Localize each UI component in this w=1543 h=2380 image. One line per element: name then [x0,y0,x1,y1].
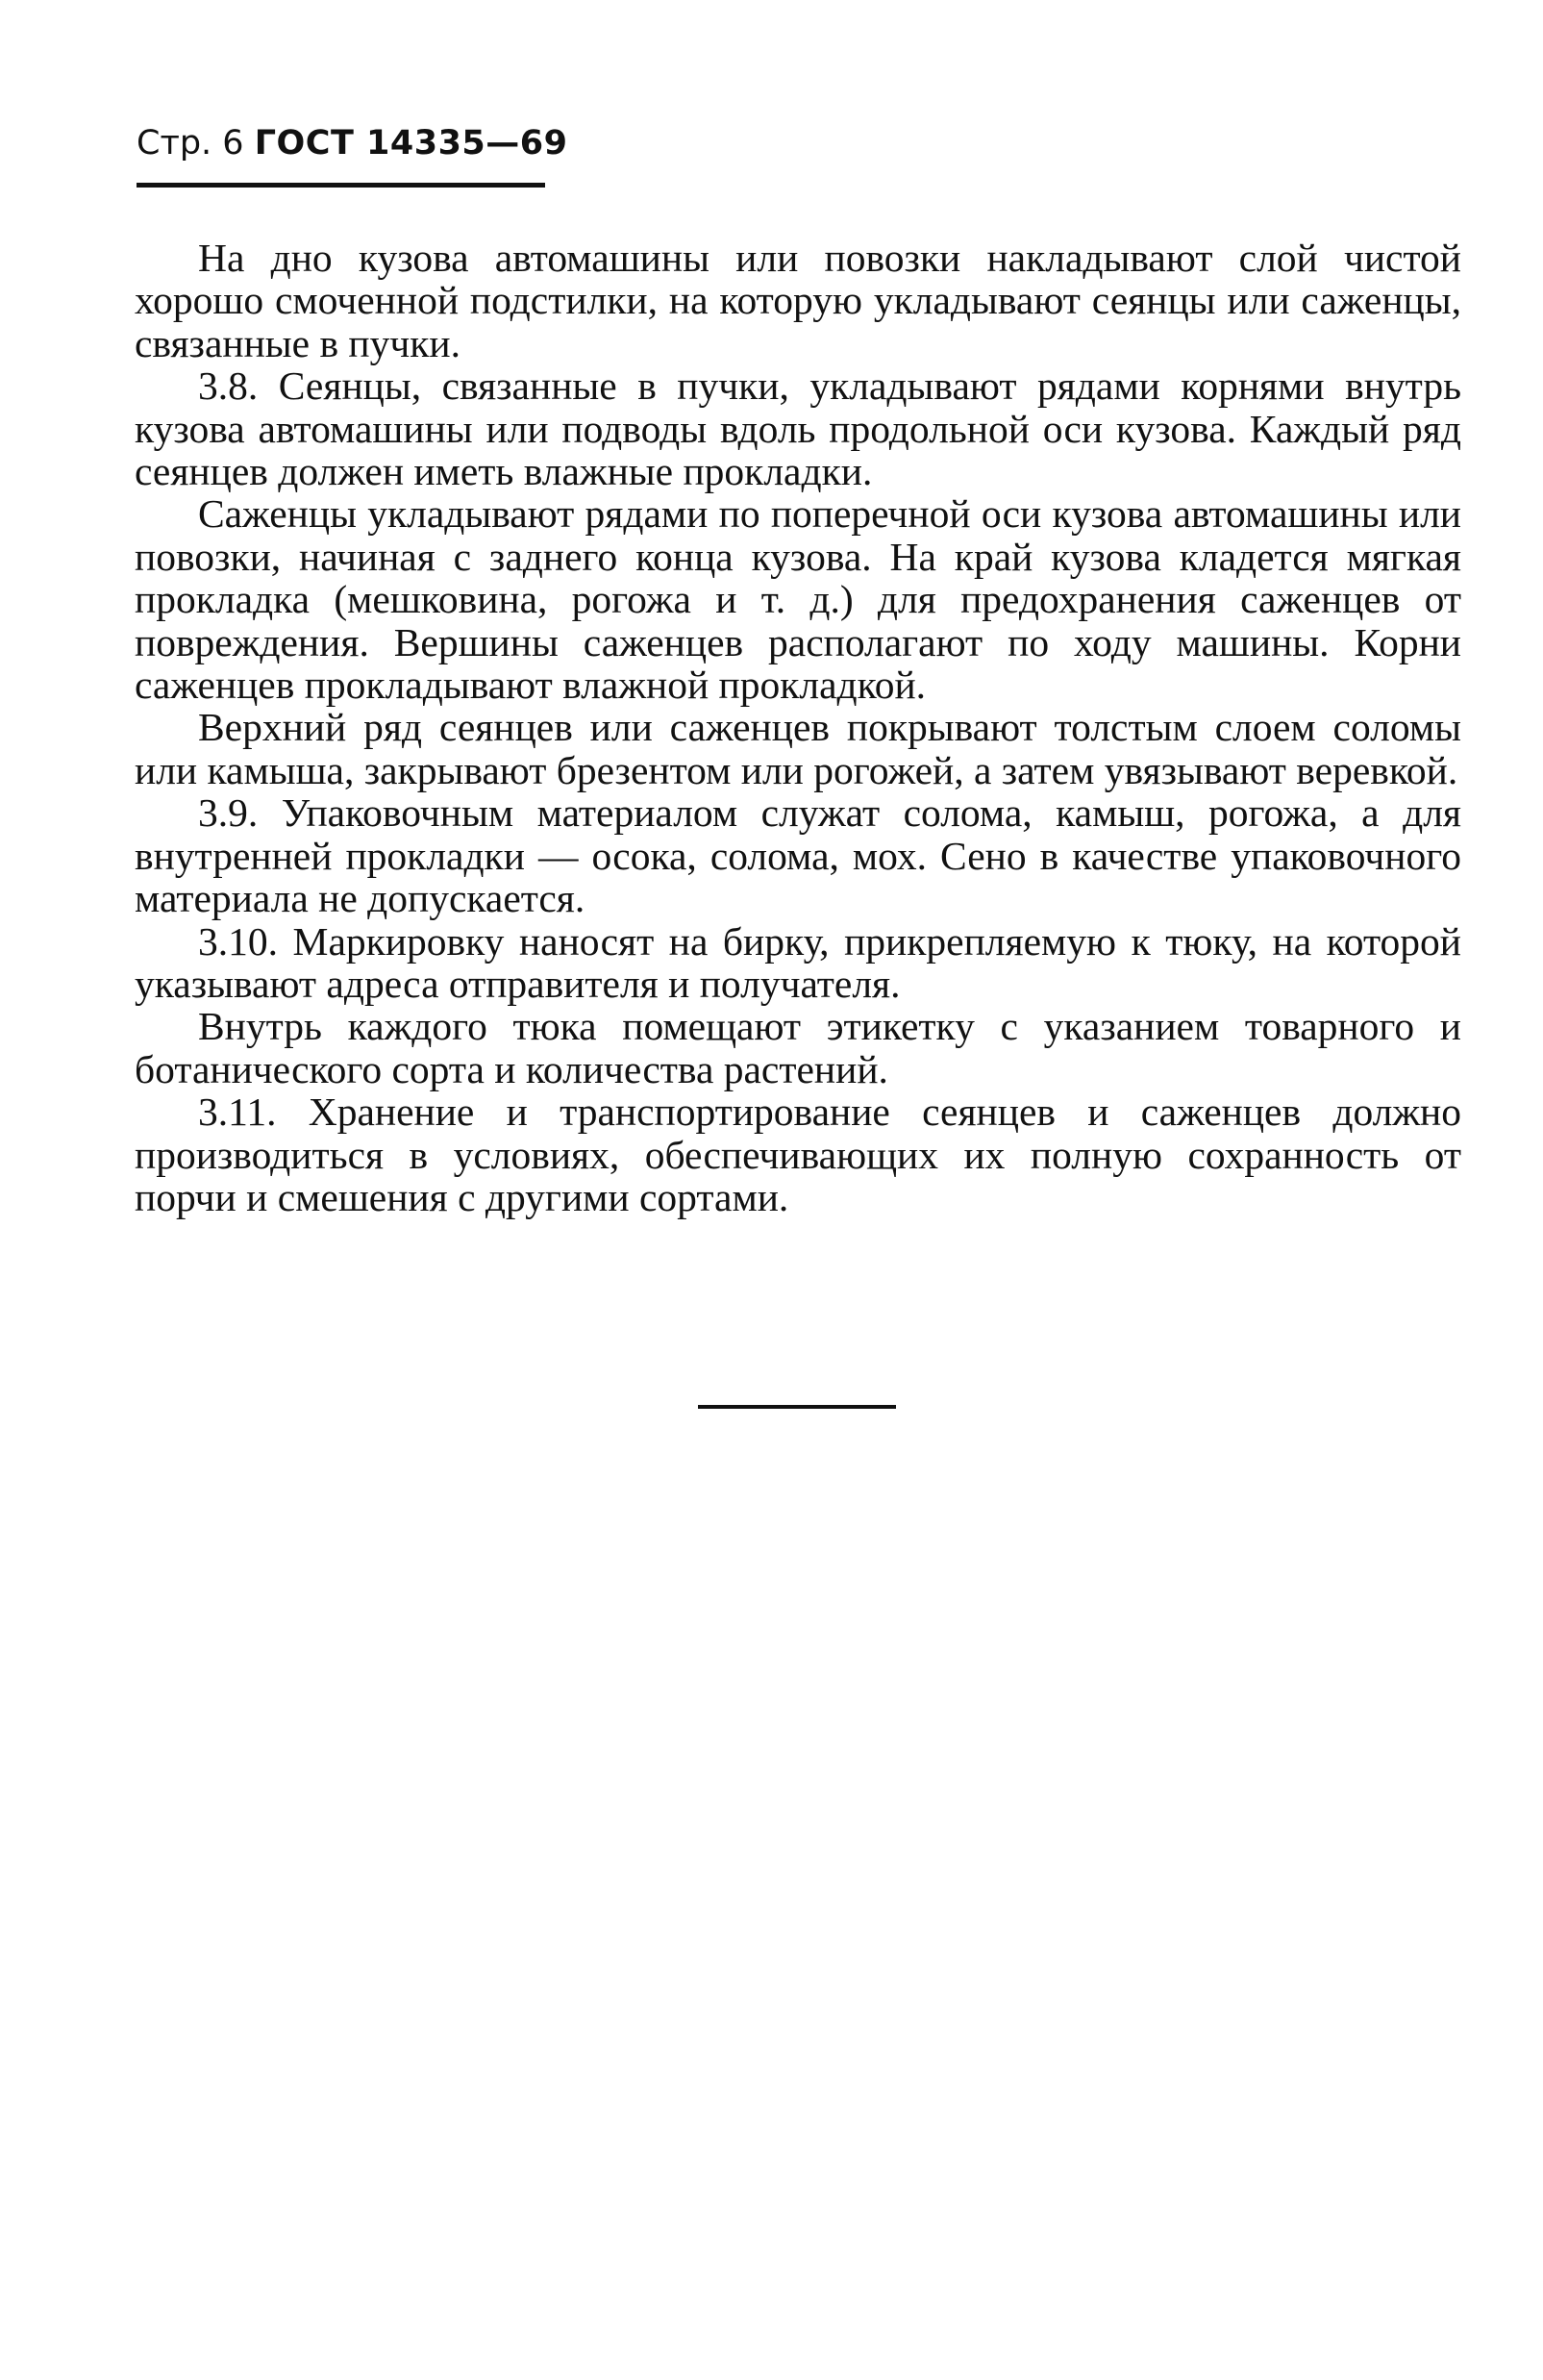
paragraph-saplings-placement: Саженцы укладывают рядами по поперечной оси кузова автомашины или повозки, начиная с заднего конца кузова. На край кузова кладется мягкая прокладка (мешковина, рогожа и т. д.) для предохранения саженцев от повреждения. Вершины саженцев располагают по ходу машины. Корни саженцев прокладывают влажной прокладкой. [135,491,1461,708]
end-rule [698,1405,896,1409]
paragraph-3-9-packing-material: 3.9. Упаковочным материалом служат солома, камыш, рогожа, а для внутренней прокладки — осока, солома, мох. Сено в качестве упаковочного материала не допускается. [135,790,1461,921]
paragraph-loading-bedding: На дно кузова автомашины или повозки накладывают слой чистой хорошо смоченной подстилки, на которую укладывают сеянцы или саженцы, связанные в пучки. [135,236,1461,365]
paragraph-3-8-seedlings: 3.8. Сеянцы, связанные в пучки, укладывают рядами корнями внутрь кузова автомашины или подводы вдоль продольной оси кузова. Каждый ряд сеянцев должен иметь влажные прокладки. [135,363,1461,494]
page-number: Стр. 6 [137,124,244,163]
paragraph-3-11-storage: 3.11. Хранение и транспортирование сеянцев и саженцев должно производиться в условиях, обеспечивающих их полную сохранность от порчи и смешения с другими сортами. [135,1090,1461,1219]
paragraph-3-10-labeling: 3.10. Маркировку наносят на бирку, прикрепляемую к тюку, на которой указывают адреса отправителя и получателя. [135,918,1461,1006]
document-body [135,237,1461,1218]
page-header [137,123,567,163]
standard-number: ГОСТ 14335—69 [254,124,568,163]
paragraph-label-inside: Внутрь каждого тюка помещают этикетку с указанием товарного и ботанического сорта и количества растений. [135,1004,1461,1091]
paragraph-top-row-cover: Верхний ряд сеянцев или саженцев покрывают толстым слоем соломы или камыша, закрывают брезентом или рогожей, а затем увязывают веревкой. [135,705,1461,792]
header-rule [137,183,545,188]
